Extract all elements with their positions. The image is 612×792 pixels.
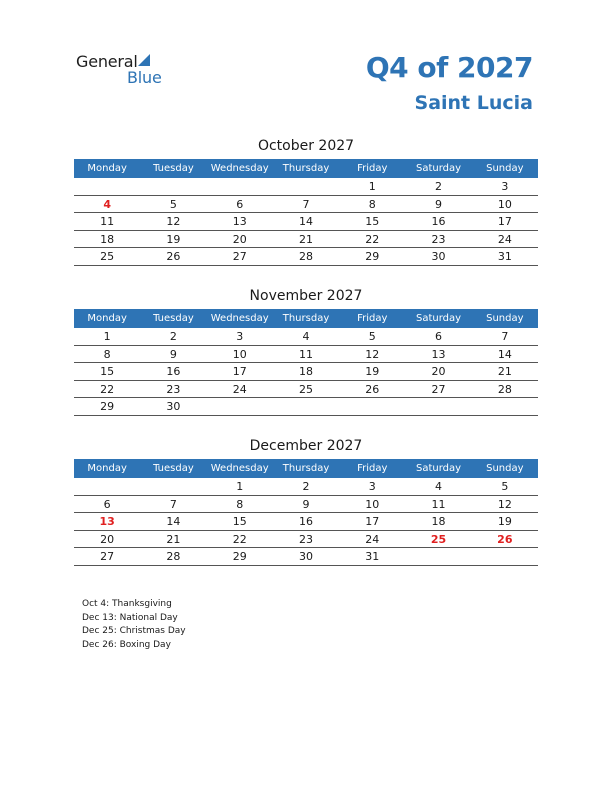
country-name: Saint Lucia [414,92,533,114]
day-cell [273,178,339,195]
day-cell: 16 [431,215,446,228]
day-cell: 12 [497,497,512,511]
day-cell: 28 [166,550,181,563]
day-cell: 12 [166,215,181,228]
day-cell: 11 [431,497,446,511]
day-cell: 18 [100,232,115,246]
holiday-day-cell: 4 [103,197,111,211]
week-row [74,513,538,531]
day-cell: 26 [365,382,380,396]
day-cell: 9 [169,347,177,361]
holiday-item: Oct 4: Thanksgiving [82,599,172,609]
day-cell: 17 [365,515,380,528]
day-cell: 5 [169,197,177,211]
week-row [74,381,538,399]
week-row [74,213,538,231]
day-cell: 2 [302,480,310,493]
day-cell: 20 [232,232,247,246]
day-cell: 16 [298,515,313,528]
logo-blue-text: Blue [127,68,162,87]
day-cell: 29 [365,250,380,263]
day-cell: 5 [501,480,509,493]
day-cell: 18 [298,365,313,378]
weekday-label: Saturday [416,163,462,174]
day-cell [74,178,140,195]
day-cell: 23 [431,232,446,246]
day-cell: 19 [497,515,512,528]
day-cell: 23 [298,532,313,546]
week-row [74,231,538,249]
day-cell [273,398,339,415]
weekday-label: Thursday [282,313,330,324]
month-0 [74,137,538,266]
holiday-item: Dec 13: National Day [82,612,178,623]
day-cell: 2 [435,180,443,193]
day-cell: 24 [365,532,380,546]
day-cell: 13 [232,215,247,228]
day-cell: 3 [501,180,509,193]
weekday-label: Sunday [486,313,524,324]
day-cell: 7 [302,197,310,211]
day-cell: 21 [298,232,313,246]
day-cell: 13 [431,347,446,361]
day-cell: 4 [435,480,443,493]
month-title: November 2027 [249,288,363,304]
day-cell: 15 [100,365,115,378]
day-cell [339,398,405,415]
day-cell: 2 [169,330,177,343]
month-2 [74,437,538,566]
day-cell: 4 [302,330,310,343]
day-cell [472,548,538,565]
logo-triangle-icon [138,54,150,66]
day-cell [405,548,471,565]
week-row [74,328,538,346]
day-cell: 11 [298,347,313,361]
day-cell: 6 [236,197,244,211]
day-cell: 9 [302,497,310,511]
week-row [74,248,538,266]
day-cell: 15 [232,515,247,528]
day-cell [140,478,206,495]
logo [76,52,186,88]
day-cell: 29 [100,400,115,413]
day-cell: 7 [169,497,177,511]
logo-general-text: General [76,52,138,71]
day-cell: 22 [100,382,115,396]
weekday-label: Tuesday [153,463,194,474]
day-cell: 24 [232,382,247,396]
weekday-label: Monday [87,463,127,474]
day-cell [405,398,471,415]
day-cell: 8 [236,497,244,511]
day-cell: 18 [431,515,446,528]
month-title: October 2027 [257,138,355,154]
week-row [74,548,538,566]
day-cell: 29 [232,550,247,563]
weekday-label: Sunday [486,163,524,174]
day-cell: 28 [298,250,313,263]
day-cell [207,178,273,195]
week-row [74,531,538,549]
holiday-day-cell: 13 [99,515,115,528]
day-cell: 21 [497,365,512,378]
day-cell [140,178,206,195]
week-row [74,496,538,514]
weekday-label: Friday [357,163,388,174]
day-cell: 23 [166,382,181,396]
weekday-label: Wednesday [210,313,269,324]
day-cell: 12 [365,347,380,361]
day-cell [472,398,538,415]
day-cell: 17 [232,365,247,378]
day-cell: 17 [497,215,512,228]
day-cell: 14 [298,215,313,228]
day-cell: 1 [368,180,376,193]
week-row [74,363,538,381]
week-row [74,478,538,496]
day-cell: 1 [236,480,244,493]
day-cell: 9 [435,197,443,211]
day-cell: 3 [368,480,376,493]
week-row [74,178,538,196]
week-row [74,398,538,416]
weekday-header [74,459,538,478]
holiday-day-cell: 26 [497,532,513,546]
day-cell: 27 [431,382,446,396]
day-cell: 31 [365,550,380,563]
weekday-label: Wednesday [210,463,269,474]
weekday-label: Thursday [282,463,330,474]
weekday-label: Sunday [486,463,524,474]
day-cell: 6 [103,497,111,511]
day-cell: 10 [497,197,512,211]
day-cell: 21 [166,532,181,546]
day-cell: 30 [166,400,181,413]
day-cell: 22 [232,532,247,546]
day-cell: 16 [166,365,181,378]
day-cell: 10 [232,347,247,361]
month-title: December 2027 [249,438,363,454]
day-cell: 8 [103,347,111,361]
weekday-label: Monday [87,313,127,324]
day-cell: 30 [298,550,313,563]
day-cell: 27 [100,550,115,563]
weekday-label: Friday [357,313,388,324]
weekday-label: Monday [87,163,127,174]
day-cell: 8 [368,197,376,211]
week-row [74,196,538,214]
day-cell: 22 [365,232,380,246]
weekday-label: Tuesday [153,313,194,324]
day-cell: 6 [435,330,443,343]
day-cell: 14 [166,515,181,528]
day-cell: 10 [365,497,380,511]
day-cell: 28 [497,382,512,396]
day-cell: 3 [236,330,244,343]
day-cell: 30 [431,250,446,263]
day-cell: 27 [232,250,247,263]
weekday-header [74,309,538,328]
day-cell [74,478,140,495]
day-cell: 11 [100,215,115,228]
holiday-list [82,598,186,652]
holiday-day-cell: 25 [430,532,447,546]
day-cell: 26 [166,250,181,263]
weekday-label: Friday [357,463,388,474]
weekday-label: Tuesday [153,163,194,174]
week-row [74,346,538,364]
day-cell: 19 [365,365,380,378]
day-cell [207,398,273,415]
weekday-label: Wednesday [210,163,269,174]
day-cell: 31 [497,250,512,263]
day-cell: 14 [497,347,512,361]
page-title: Q4 of 2027 [365,51,533,84]
holiday-item: Dec 25: Christmas Day [82,626,186,636]
day-cell: 19 [166,232,181,246]
holiday-item: Dec 26: Boxing Day [82,639,171,650]
day-cell: 24 [497,232,512,246]
weekday-label: Thursday [282,163,330,174]
day-cell: 15 [365,215,380,228]
month-1 [74,287,538,416]
day-cell: 20 [431,365,446,378]
weekday-label: Saturday [416,313,462,324]
weekday-label: Saturday [416,463,462,474]
day-cell: 20 [100,532,115,546]
day-cell: 25 [100,250,115,263]
weekday-header [74,159,538,178]
day-cell: 1 [103,330,111,343]
day-cell: 25 [298,382,313,396]
day-cell: 5 [368,330,376,343]
day-cell: 7 [501,330,509,343]
